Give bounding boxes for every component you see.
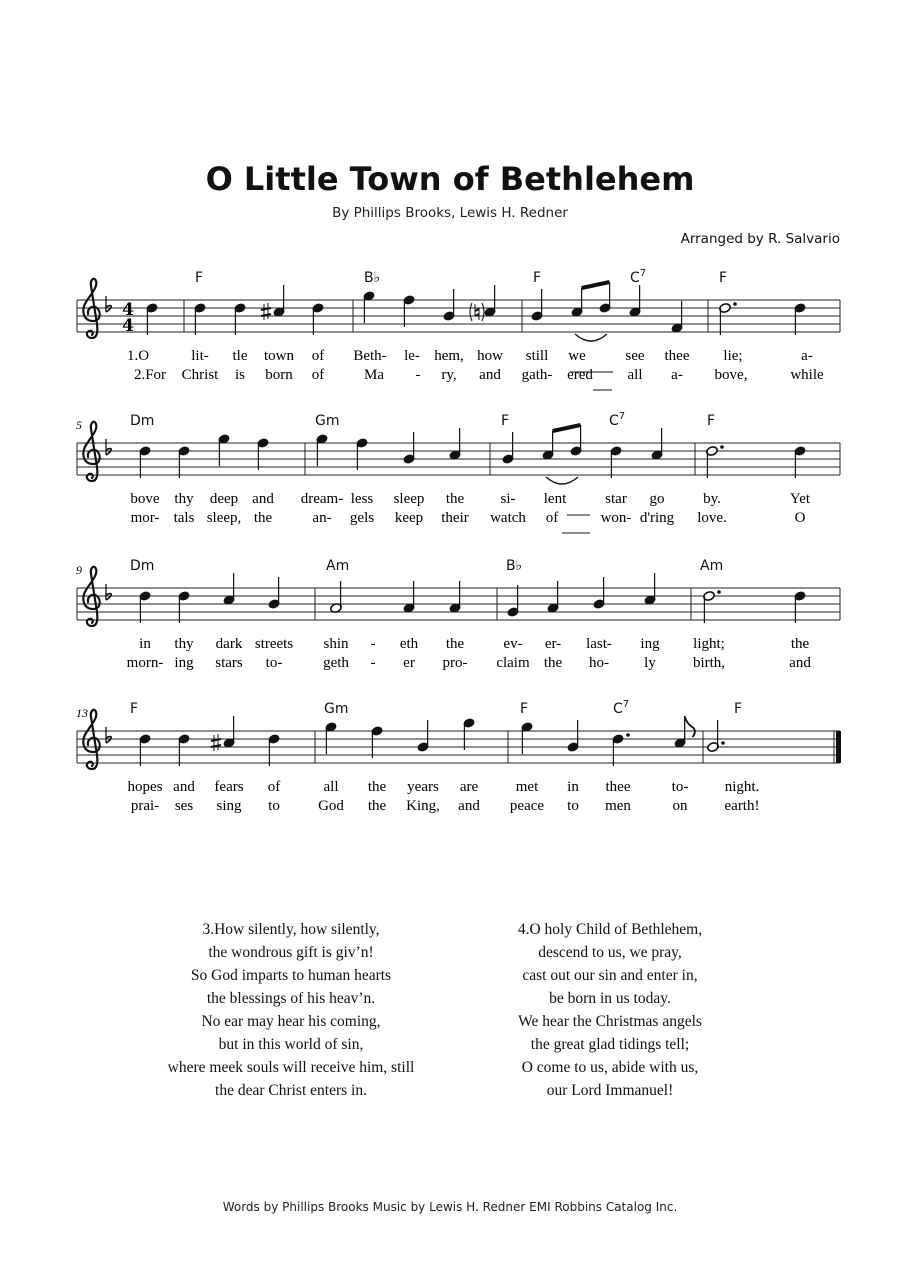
chord-symbol: $C^7$ (613, 699, 630, 717)
verse-line: No ear may hear his coming, (201, 1013, 381, 1030)
augmentation-dot (721, 741, 725, 745)
lyric-verse-2: of (545, 510, 559, 526)
verse-line: So God imparts to human hearts (190, 967, 392, 984)
slur (575, 334, 607, 341)
natural-accidental-icon (470, 303, 484, 321)
chord-symbol: Gm (324, 701, 349, 717)
verse-line: cast out our sin and enter in, (522, 967, 698, 984)
lyric-verse-2: d'ring (639, 510, 675, 526)
lyric-verse-2: bove, (714, 367, 748, 383)
sharp-accidental-icon (211, 734, 221, 751)
verse-line: the blessings of his heav’n. (206, 990, 376, 1007)
lyric-verse-1: and (252, 491, 274, 507)
lyric-verse-2: birth, (692, 655, 726, 671)
lyric-verse-2: claim (496, 655, 530, 671)
lyric-verse-1: tle (232, 348, 248, 364)
chord-symbol: Am (326, 558, 350, 574)
key-signature-flat-icon (106, 727, 111, 743)
lyric-verse-2: ho- (589, 655, 609, 671)
chord-symbol: F (130, 701, 139, 717)
lyric-verse-2: O (794, 510, 806, 526)
chord-symbol: Am (700, 558, 724, 574)
verse-line: our Lord Immanuel! (546, 1082, 674, 1099)
chord-symbol: Dm (130, 413, 155, 429)
lyric-verse-2: won- (600, 510, 632, 526)
lyric-verse-2: sing (216, 798, 242, 814)
augmentation-dot (717, 590, 721, 594)
lyric-verse-1: - (370, 636, 376, 652)
sharp-accidental-icon (261, 303, 271, 320)
lyric-verse-1: less (350, 491, 374, 507)
lyric-verse-2: all (627, 367, 643, 383)
lyric-verse-1: all (323, 779, 339, 795)
lyric-verse-1: and (173, 779, 195, 795)
lyric-verse-1: the (445, 491, 465, 507)
lyric-verse-2: and (479, 367, 501, 383)
lyric-verse-2: gath- (521, 367, 553, 383)
chord-symbol: F (501, 413, 510, 429)
lyric-verse-1: streets (254, 636, 294, 652)
measure-number: 5 (76, 418, 82, 432)
lyric-verse-1: ing (640, 636, 660, 652)
verse-line: but in this world of sin, (218, 1036, 364, 1053)
time-signature-top: 4 (122, 300, 134, 320)
lyric-verse-1: shin (323, 636, 349, 652)
lyric-verse-1: how (477, 348, 503, 364)
lyric-verse-1: Yet (789, 491, 811, 507)
lyric-verse-1: last- (586, 636, 612, 652)
verse-line: 4.O holy Child of Bethlehem, (517, 921, 703, 938)
lyric-verse-2: morn- (126, 655, 164, 671)
chord-symbol: F (734, 701, 743, 717)
lyric-verse-1: hopes (127, 779, 163, 795)
lyric-verse-1: lie; (723, 348, 743, 364)
lyric-verse-2: geth (323, 655, 349, 671)
lyric-verse-2: to- (265, 655, 283, 671)
lyric-verse-1: are (459, 779, 479, 795)
lyric-verse-1: thee (664, 348, 690, 364)
lyric-verse-1: 1.O (126, 348, 150, 364)
lyric-verse-2: to (567, 798, 579, 814)
lyric-verse-2: stars (215, 655, 243, 671)
augmentation-dot (720, 445, 724, 449)
lyric-verse-1: still (525, 348, 549, 364)
lyric-verse-1: to- (671, 779, 689, 795)
lyric-verse-2: er (403, 655, 415, 671)
lyric-verse-2: - (370, 655, 376, 671)
lyric-verse-2: tals (173, 510, 195, 526)
copyright-footer: Words by Phillips Brooks Music by Lewis H. Redner EMI Robbins Catalog Inc. (222, 1200, 678, 1214)
lyric-verse-2: men (605, 798, 631, 814)
flat-bowl (106, 449, 111, 455)
lyric-verse-1: years (407, 779, 439, 795)
chord-symbol: B♭ (506, 558, 523, 574)
verse-3-block (141, 918, 441, 1102)
lyric-verse-2: of (311, 367, 325, 383)
lyric-verse-1: in (139, 636, 151, 652)
lyric-verse-2: Christ (181, 367, 219, 383)
verse-line: 3.How silently, how silently, (202, 921, 380, 938)
lyric-verse-2: the (367, 798, 387, 814)
lyric-verse-1: by. (703, 491, 721, 507)
lyric-verse-1: er- (544, 636, 562, 652)
eighth-flag (685, 716, 695, 737)
verse-line: O come to us, abide with us, (521, 1059, 699, 1076)
lyric-verse-1: le- (404, 348, 420, 364)
chord-symbol: F (533, 270, 542, 286)
chord-symbol: F (707, 413, 716, 429)
time-signature-bottom: 4 (122, 316, 134, 336)
verse-line: the great glad tidings tell; (530, 1036, 690, 1053)
lyric-verse-2: Ma (364, 367, 384, 383)
paren-right (482, 303, 484, 321)
lyric-verse-1: light; (693, 636, 725, 652)
lyric-verse-1: town (264, 348, 294, 364)
lyric-verse-1: thy (174, 491, 194, 507)
measure-number: 13 (76, 706, 88, 720)
page-title: O Little Town of Bethlehem (205, 160, 695, 198)
chord-symbol: Dm (130, 558, 155, 574)
lyric-verse-2: ses (174, 798, 194, 814)
augmentation-dot (733, 302, 737, 306)
lyric-verse-2: is (234, 367, 246, 383)
verse-4-block (460, 918, 760, 1102)
chord-symbol: B♭ (364, 270, 381, 286)
verse-line: where meek souls will receive him, still (167, 1059, 415, 1076)
lyric-verse-2: gels (349, 510, 375, 526)
verse-line: descend to us, we pray, (538, 944, 682, 961)
natural-stroke (475, 309, 479, 311)
slur (546, 477, 578, 484)
verse-line: be born in us today. (549, 990, 671, 1007)
chord-extension: 7 (622, 699, 630, 710)
lyric-verse-2: an- (312, 510, 332, 526)
lyric-verse-1: we (568, 348, 586, 364)
key-signature-flat-icon (106, 584, 111, 600)
paren-left (470, 303, 472, 321)
lyric-verse-2: keep (394, 510, 424, 526)
flat-bowl (106, 737, 111, 743)
lyric-verse-1: the (367, 779, 387, 795)
verse-line: We hear the Christmas angels (518, 1013, 702, 1030)
augmentation-dot (626, 733, 630, 737)
chord-symbol: F (520, 701, 529, 717)
lyric-verse-2: to (268, 798, 280, 814)
lyric-verse-2: ing (174, 655, 194, 671)
lyric-verse-2: and (789, 655, 811, 671)
lyric-verse-2: peace (509, 798, 545, 814)
chord-extension: 7 (639, 268, 647, 279)
lyric-verse-2: ry, (441, 367, 457, 383)
lyric-verse-1: star (605, 491, 627, 507)
lyric-verse-2: King, (406, 798, 440, 814)
lyric-verse-1: sleep (393, 491, 425, 507)
beam (553, 425, 581, 431)
lyric-verse-1: night. (724, 779, 760, 795)
verse-line: the dear Christ enters in. (215, 1082, 367, 1099)
lyric-verse-1: dark (215, 636, 243, 652)
lyric-verse-2: the (543, 655, 563, 671)
lyric-verse-2: pro- (442, 655, 468, 671)
lyric-verse-1: the (790, 636, 810, 652)
lyric-verse-2: while (790, 367, 824, 383)
lyric-verse-1: in (567, 779, 579, 795)
lyric-verse-2: sleep, (206, 510, 242, 526)
lyric-verse-1: eth (399, 636, 419, 652)
lyric-verse-1: of (311, 348, 325, 364)
lyric-verse-2: ered (567, 367, 593, 383)
lyric-verse-2: watch (490, 510, 526, 526)
lyric-verse-1: thy (174, 636, 194, 652)
lyric-verse-1: lent (543, 491, 567, 507)
lyric-verse-1: Beth- (353, 348, 387, 364)
lyric-verse-2: their (441, 510, 469, 526)
lyric-verse-2: earth! (724, 798, 760, 814)
beam (582, 282, 610, 288)
lyric-verse-2: on (672, 798, 688, 814)
lyric-verse-1: ev- (503, 636, 523, 652)
lyric-verse-1: lit- (191, 348, 209, 364)
lyric-verse-2: love. (697, 510, 727, 526)
lyric-verse-1: dream- (300, 491, 344, 507)
chord-extension: 7 (618, 411, 626, 422)
chord-symbol: $C^7$ (630, 268, 647, 286)
lyric-verse-1: the (445, 636, 465, 652)
flat-bowl (106, 594, 111, 600)
lyric-verse-2: prai- (130, 798, 160, 814)
lyric-verse-1: si- (500, 491, 516, 507)
lyric-verse-2: a- (671, 367, 683, 383)
lyric-verse-1: go (649, 491, 665, 507)
composer-credit: By Phillips Brooks, Lewis H. Redner (332, 205, 568, 221)
lyric-verse-1: deep (209, 491, 239, 507)
lyric-verse-2: God (318, 798, 344, 814)
lyric-verse-1: of (267, 779, 281, 795)
lyric-verse-2: born (265, 367, 293, 383)
lyric-verse-1: bove (130, 491, 160, 507)
lyric-verse-1: fears (214, 779, 244, 795)
lyric-verse-1: see (625, 348, 645, 364)
chord-symbol: Gm (315, 413, 340, 429)
lyric-verse-2: 2.For (133, 367, 167, 383)
measure-number: 9 (76, 563, 82, 577)
chord-symbol: F (719, 270, 728, 286)
flat-bowl (106, 306, 111, 312)
lyric-verse-2: and (458, 798, 480, 814)
chord-symbol: F (195, 270, 204, 286)
lyric-verse-2: the (253, 510, 273, 526)
key-signature-flat-icon (106, 439, 111, 455)
lyric-verse-2: mor- (130, 510, 160, 526)
lyric-verse-1: met (515, 779, 539, 795)
verse-line: the wondrous gift is giv’n! (208, 944, 374, 961)
lyric-verse-2: - (415, 367, 421, 383)
lyric-verse-1: thee (605, 779, 631, 795)
lyric-verse-1: a- (801, 348, 813, 364)
final-bar-thick (836, 731, 841, 763)
lyric-verse-2: ly (644, 655, 656, 671)
lyric-verse-1: hem, (434, 348, 464, 364)
key-signature-flat-icon (106, 296, 111, 312)
chord-symbol: $C^7$ (609, 411, 626, 429)
arranger-credit: Arranged by R. Salvario (680, 231, 840, 247)
